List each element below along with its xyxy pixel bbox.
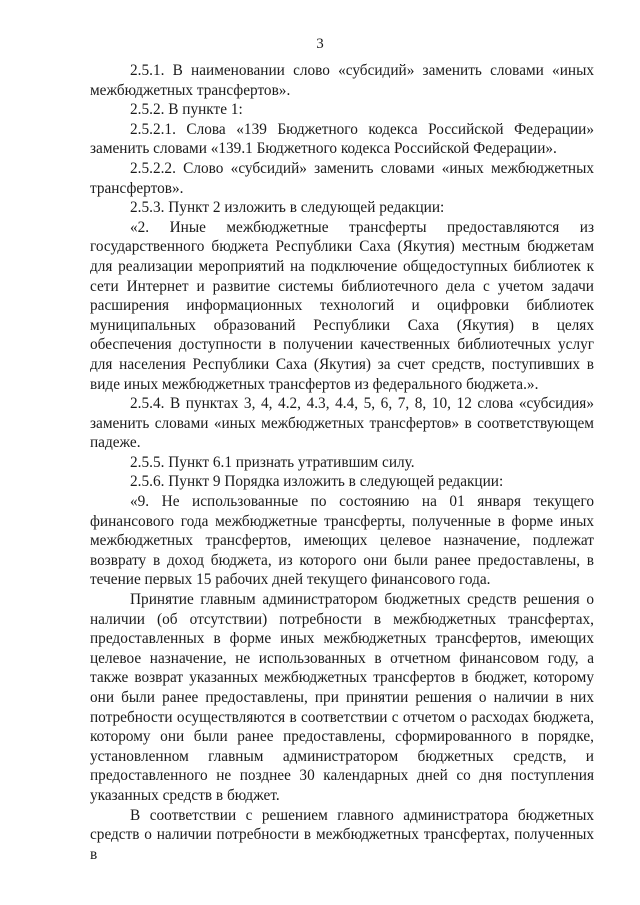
paragraph-2-5-6: 2.5.6. Пункт 9 Порядка изложить в следующей редакции: bbox=[130, 473, 504, 491]
paragraph-decision-return: Принятие главным администратором бюджетных средств решения о наличии (об отсутствии) потребности в межбюджетных трансфертах, предоставленных в форме иных межбюджетных трансфертов, имеющих целевое назначение, не использованных в отчетном финансовом году, а также возврат указанных межбюджетных трансфертов в бюджет, которому они были ранее предоставлены, при принятии решения о наличии в них потребности осуществляются в соответствии с отчетом о расходах бюджета, которому они были ранее предоставлены, сформированного в порядке, установленном главным администратором бюджетных средств, и предоставленного не позднее 30 календарных дней со дня поступления указанных средств в бюджет. bbox=[90, 591, 594, 804]
paragraph-accordance: В соответствии с решением главного администратора бюджетных средств о наличии потребности в межбюджетных трансфертах, полученных в bbox=[90, 806, 594, 863]
paragraph-2-5-2-1: 2.5.2.1. Слова «139 Бюджетного кодекса Российской Федерации» заменить словами «139.1 Бюджетного кодекса Российской Федерации». bbox=[90, 120, 594, 158]
paragraph-2-5-1: 2.5.1. В наименовании слово «субсидий» заменить словами «иных межбюджетных трансфертов». bbox=[90, 62, 594, 99]
document-body bbox=[90, 61, 594, 864]
paragraph-2-5-2-2: 2.5.2.2. Слово «субсидий» заменить словами «иных межбюджетных трансфертов». bbox=[90, 159, 594, 197]
paragraph-item-2-text: «2. Иные межбюджетные трансферты предоставляются из государственного бюджета Республики Саха (Якутия) местным бюджетам для реализации мероприятий на подключение общедоступных библиотек к сети Интернет и развитие системы библиотечного дела с учетом задачи расширения информационных технологий и оцифровки библиотек муниципальных образований Республики Саха (Якутия) в целях обеспечения доступности в получении качественных библиотечных услуг для населения Республики Саха (Якутия) за счет средств, поступивших в виде иных межбюджетных трансфертов из федерального бюджета.». bbox=[90, 218, 594, 393]
paragraph-2-5-4: 2.5.4. В пунктах 3, 4, 4.2, 4.3, 4.4, 5, 6, 7, 8, 10, 12 слова «субсидия» заменить словами «иных межбюджетных трансфертов» в соответствующем падеже. bbox=[90, 395, 594, 452]
paragraph-2-5-2: 2.5.2. В пункте 1: bbox=[130, 101, 243, 119]
page-number: 3 bbox=[316, 36, 324, 52]
paragraph-2-5-5: 2.5.5. Пункт 6.1 признать утратившим силу. bbox=[130, 453, 415, 471]
paragraph-item-9-text: «9. Не использованные по состоянию на 01 января текущего финансового года межбюджетные трансферты, полученные в форме иных межбюджетных трансфертов, имеющих целевое назначение, подлежат возврату в доход бюджета, из которого они были ранее предоставлены, в течение первых 15 рабочих дней текущего финансового года. bbox=[90, 493, 594, 589]
paragraph-2-5-3: 2.5.3. Пункт 2 изложить в следующей редакции: bbox=[130, 199, 445, 217]
